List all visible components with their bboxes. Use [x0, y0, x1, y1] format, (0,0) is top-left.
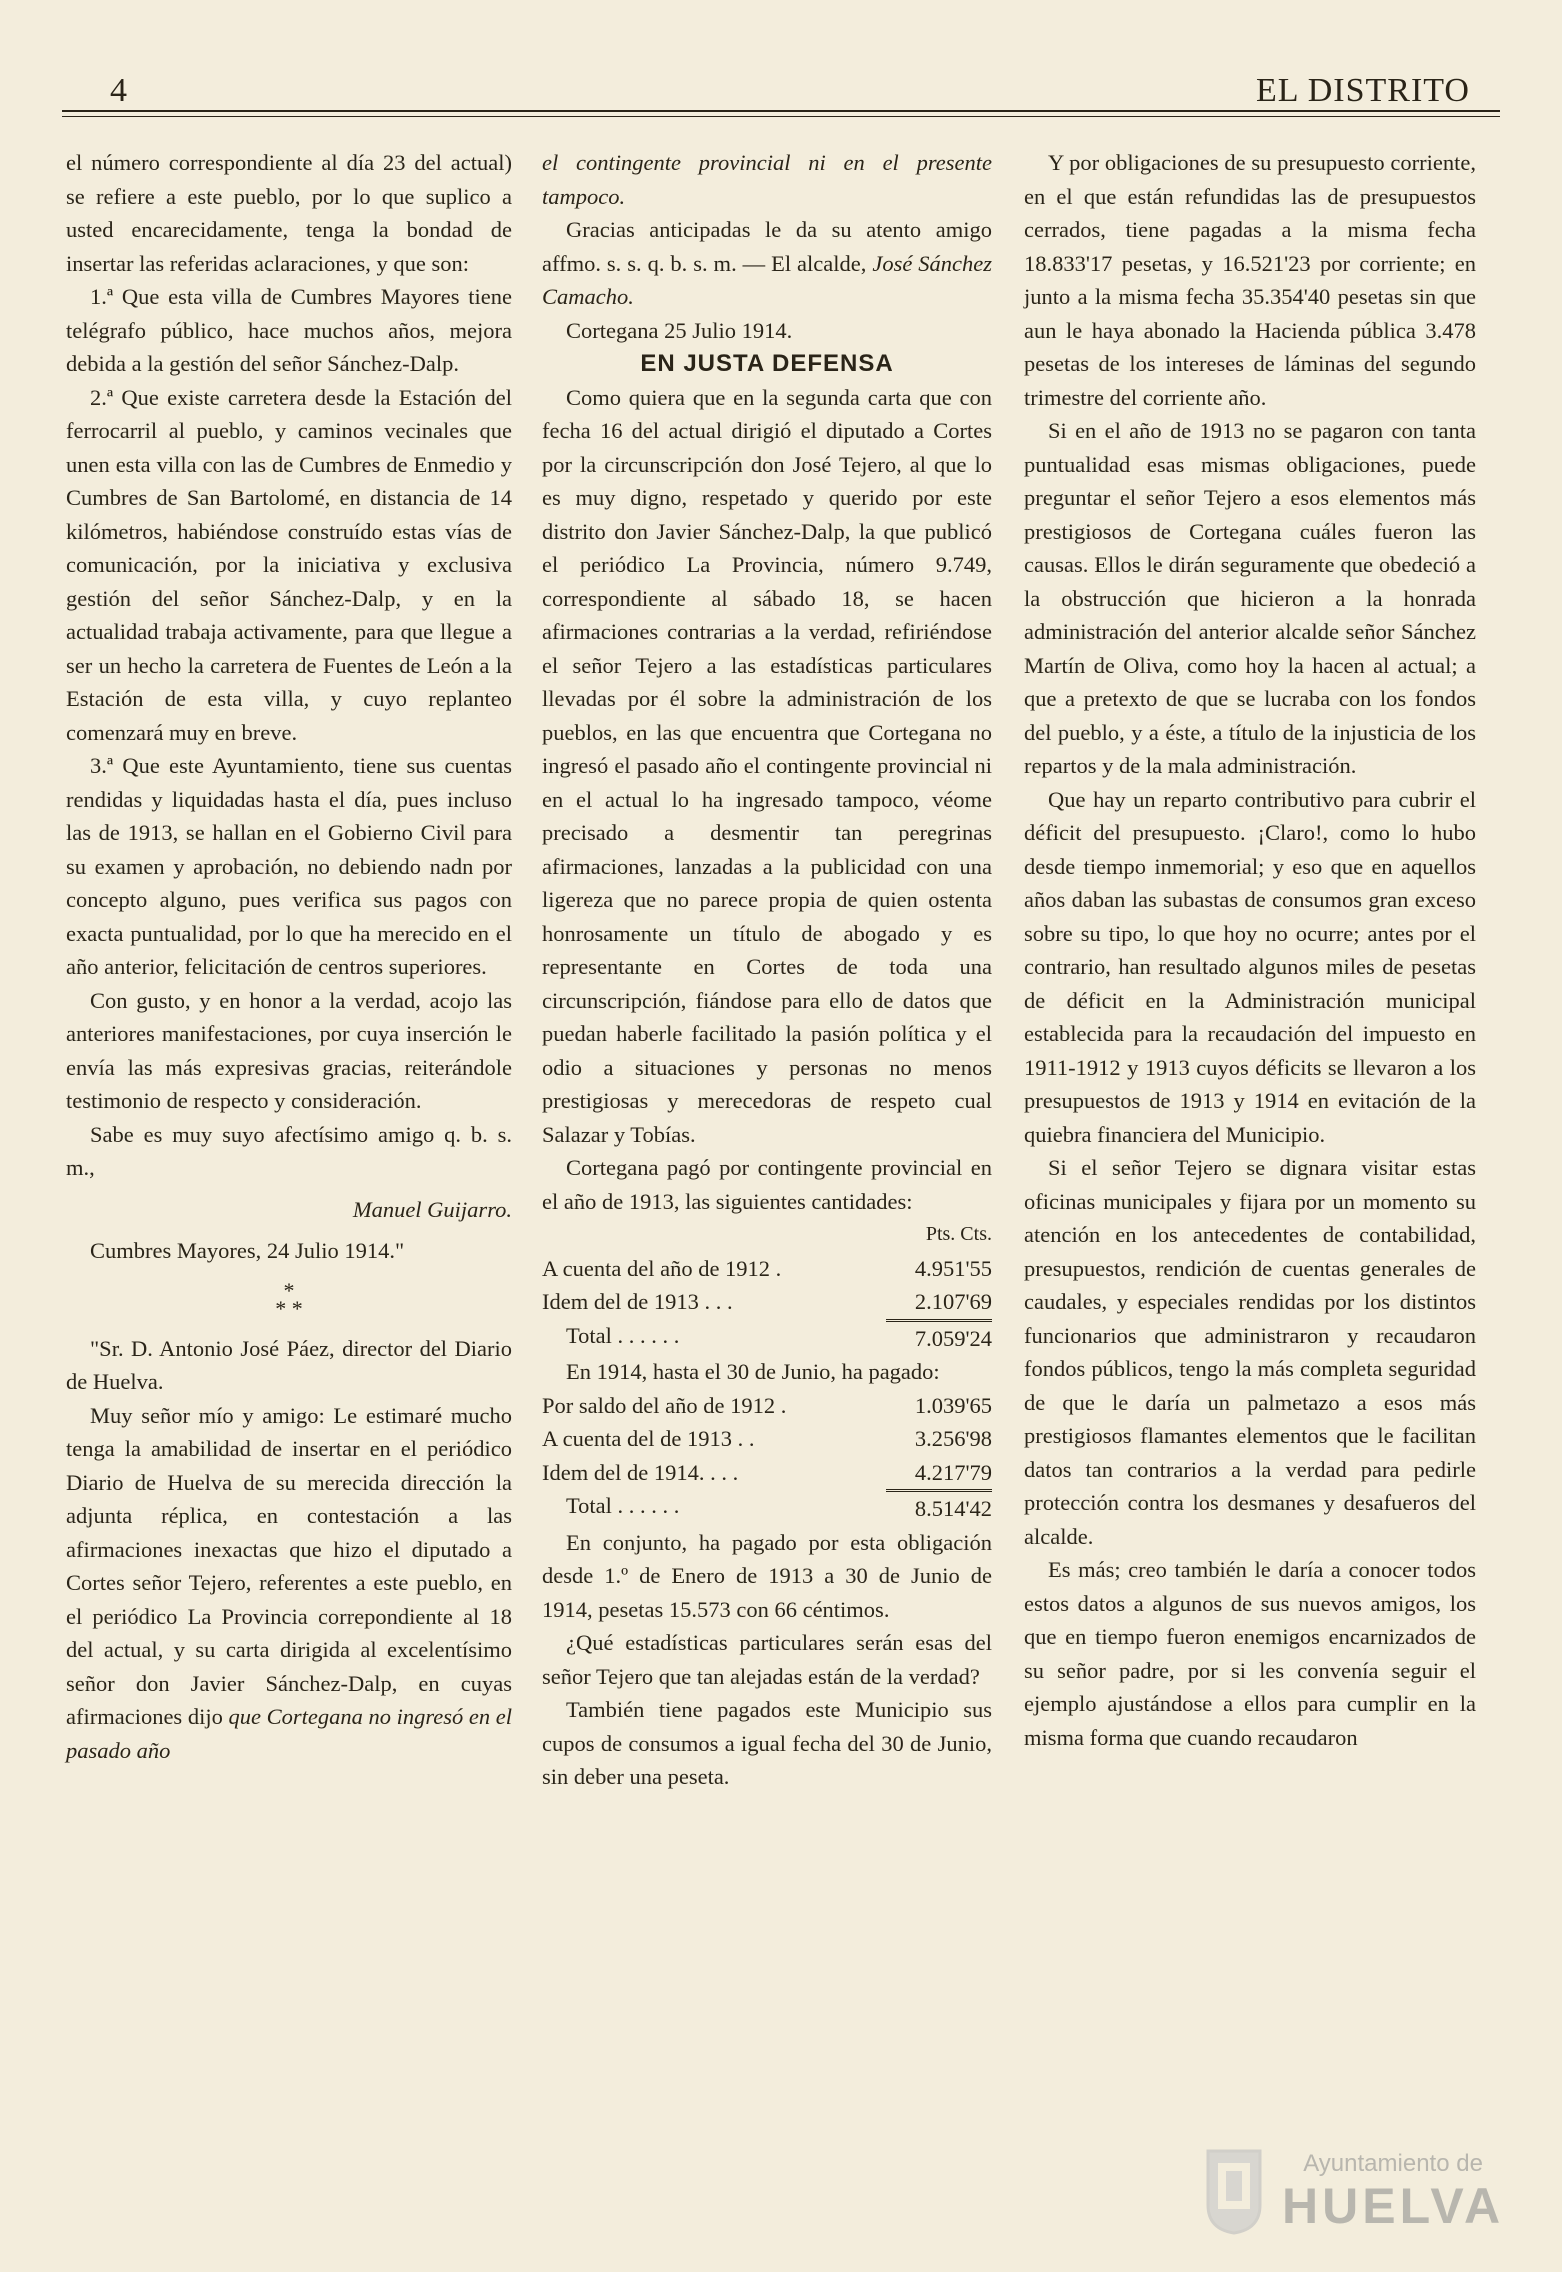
- account-row: [542, 1422, 992, 1456]
- watermark-line1: Ayuntamiento de: [1303, 2150, 1483, 2177]
- paragraph: Sabe es muy suyo afectísimo amigo q. b. s. m.,: [66, 1121, 512, 1180]
- account-label: Idem del de 1914. . . .: [542, 1459, 739, 1485]
- watermark: [1282, 2150, 1504, 2234]
- account-row: [542, 1252, 992, 1286]
- huelva-seal-icon: [1204, 2145, 1264, 2235]
- letter-salutation: "Sr. D. Antonio José Páez, director del Diario de Huelva.: [66, 1335, 512, 1394]
- paragraph: Si el señor Tejero se dignara visitar estas oficinas municipales y fijara por un momento su atención en los antecedentes de contabilidad, presupuestos, rendición de cuentas generales de caudales, y especiales rendidas por los distintos funcionarios que administraron y recaudaron fondos públicos, tengo la más completa seguridad de que le daría un palmetazo a esos más prestigiosos flamantes elementos que le facilitan datos tan contrarios a la verdad para pedirle protección contra los desmanes y desafueros del alcalde.: [1024, 1155, 1476, 1549]
- total-value: 7.059'24: [886, 1319, 992, 1356]
- column-1: [66, 146, 512, 1767]
- paragraph: Si en el año de 1913 no se pagaron con tanta puntualidad esas mismas obligaciones, puede preguntar el señor Tejero a esos elementos más prestigiosos de Cortegana cuáles fueron las causas. Ellos le dirán seguramente que obedeció a la obstrucción que hicieron a la honrada administración del anterior alcalde señor Sánchez Martín de Oliva, como hoy la hacen al actual; a que a pretexto de que se lucraba con los fondos del pueblo, y a éste, a título de la injusticia de los repartos y de la mala administración.: [1024, 418, 1476, 778]
- account-label: A cuenta del año de 1912 .: [542, 1255, 782, 1281]
- asterism-bottom: * *: [275, 1295, 303, 1321]
- article-heading: EN JUSTA DEFENSA: [640, 350, 894, 377]
- paragraph: Con gusto, y en honor a la verdad, acojo las anteriores manifestaciones, por cuya inserción le envía las más expresivas gracias, reiterándole testimonio de respecto y consideración.: [66, 987, 512, 1113]
- account-value: 2.107'69: [914, 1289, 992, 1314]
- total-label: Total . . . . . .: [566, 1322, 680, 1348]
- total-row: [542, 1489, 992, 1526]
- header-rule-thin: [62, 116, 1500, 117]
- account-value: 3.256'98: [914, 1426, 992, 1451]
- quote-continuation: el contingente provincial ni en el presente tampoco.: [542, 150, 992, 209]
- paragraph: 1.ª Que esta villa de Cumbres Mayores tiene telégrafo público, hace muchos años, mejora debida a la gestión del señor Sánchez-Dalp.: [66, 284, 512, 376]
- account-value: 4.217'79: [914, 1459, 992, 1485]
- account-row: [542, 1389, 992, 1423]
- paragraph: 3.ª Que este Ayuntamiento, tiene sus cuentas rendidas y liquidadas hasta el día, pues incluso las de 1913, se hallan en el Gobierno Civil para su examen y aprobación, no debiendo nadn por concepto alguno, pues verifica sus pagos con exacta puntualidad, por lo que ha merecido en el año anterior, felicitación de centros superiores.: [66, 753, 512, 979]
- account-value: 1.039'65: [914, 1392, 992, 1418]
- column-2: [542, 146, 992, 1794]
- publication-title: EL DISTRITO: [1255, 72, 1470, 109]
- paragraph: Y por obligaciones de su presupuesto corriente, en el que están refundidas las de presupuestos cerrados, tiene pagadas a la misma fecha 18.833'17 pesetas, y 16.521'23 por corriente; en junto a la misma fecha 35.354'40 pesetas sin que aun le haya abonado la Hacienda pública 3.478 pesetas de los intereses de láminas del segundo trimestre del corriente año.: [1024, 150, 1476, 410]
- paragraph: También tiene pagados este Municipio sus cupos de consumos a igual fecha del 30 de Junio, sin deber una peseta.: [542, 1697, 992, 1789]
- paragraph: el número correspondiente al día 23 del actual) se refiere a este pueblo, por lo que suplico a usted encarecidamente, tenga la bondad de insertar las referidas aclaraciones, y que son:: [66, 150, 512, 276]
- account-value: 4.951'55: [914, 1255, 992, 1281]
- account-row: [542, 1285, 992, 1319]
- paragraph: 2.ª Que existe carretera desde la Estación del ferrocarril al pueblo, y caminos vecinales que unen esta villa con las de Cumbres de Enmedio y Cumbres de San Bartolomé, en distancia de 14 kilómetros, habiéndose construído estas vías de comunicación, por la iniciativa y exclusiva gestión del señor Sánchez-Dalp, y en la actualidad trabaja activamente, para que llegue a ser un hecho la carretera de Fuentes de León a la Estación de esta villa, y cuyo replanteo comenzará muy en breve.: [66, 384, 512, 745]
- letter-body: Muy señor mío y amigo: Le estimaré mucho tenga la amabilidad de insertar en el periódico Diario de Huelva de su merecida dirección la adjunta réplica, en contestación a las afirmaciones inexactas que hizo el diputado a Cortes señor Tejero, referentes a este pueblo, en el periódico La Provincia correpondiente al 18 del actual, y su carta dirigida al excelentísimo señor don Javier Sánchez-Dalp, en cuyas afirmaciones dijo: [66, 1402, 512, 1729]
- account-label: A cuenta del de 1913 . .: [542, 1426, 755, 1451]
- total-label: Total . . . . . .: [566, 1493, 680, 1518]
- paragraph: [66, 1399, 512, 1768]
- total-row: [542, 1319, 992, 1356]
- paragraph: [542, 213, 992, 314]
- letter-quote: que Cortegana no ingresó en el pasado año: [66, 1704, 512, 1763]
- amount-column-header: Pts. Cts.: [925, 1223, 992, 1245]
- column-3: [1024, 146, 1476, 1754]
- dateline: Cortegana 25 Julio 1914.: [566, 317, 793, 343]
- thanks-text: Gracias anticipadas le da su atento amigo affmo. s. s. q. b. s. m. — El alcalde,: [542, 217, 992, 276]
- paragraph: Cortegana pagó por contingente provincial en el año de 1913, las siguientes cantidades:: [542, 1155, 992, 1214]
- section-separator: [66, 1277, 512, 1321]
- account-label: Por saldo del año de 1912 .: [542, 1392, 787, 1418]
- dateline: Cumbres Mayores, 24 Julio 1914.": [90, 1238, 405, 1263]
- watermark-line2: HUELVA: [1282, 2178, 1505, 2234]
- alcalde-signature: José Sánchez Camacho.: [542, 250, 993, 309]
- signature: Manuel Guijarro.: [352, 1196, 512, 1222]
- page-number: 4: [110, 72, 127, 109]
- total-value: 8.514'42: [886, 1489, 992, 1526]
- paragraph: Que hay un reparto contributivo para cubrir el déficit del presupuesto. ¡Claro!, como lo hubo desde tiempo inmemorial; y eso que en aquellos años daban las subastas de consumos gran exceso sobre su tipo, lo que hoy no ocurre; antes por el contrario, han resultado algunos miles de pesetas de déficit en la Administración municipal establecida para la recaudación del impuesto en 1911-1912 y 1913 cuyos déficits se llevaron a los presupuestos de 1913 y 1914 en evitación de la quiebra financiera del Municipio.: [1024, 786, 1476, 1147]
- page-header: [60, 72, 1502, 112]
- paragraph: Como quiera que en la segunda carta que con fecha 16 del actual dirigió el diputado a Cortes por la circunscripción don José Tejero, al que lo es muy digno, respetado y querido por este distrito don Javier Sánchez-Dalp, la que publicó el periódico La Provincia, número 9.749, correspondiente al sábado 18, se hacen afirmaciones contrarias a la verdad, refiriéndose el señor Tejero a las estadísticas particulares llevadas por él sobre la administración de los pueblos, en las que encuentra que Cortegana no ingresó el pasado año el contingente provincial ni en el actual lo ha ingresado tampoco, véome precisado a desmentir tan peregrinas afirmaciones, lanzadas a la publicidad con una ligereza que no parece propia de quien ostenta honrosamente un título de abogado y es representante en Cortes de toda una circunscripción, fiándose para ello de datos que puedan haberle facilitado la pasión política y el odio a situaciones y personas no menos prestigiosas y merecedoras de respeto cual Salazar y Tobías.: [542, 384, 992, 1147]
- asterism-top: *: [283, 1277, 295, 1303]
- paragraph: En 1914, hasta el 30 de Junio, ha pagado:: [566, 1359, 940, 1384]
- account-row: [542, 1456, 992, 1490]
- paragraph: ¿Qué estadísticas particulares serán esas del señor Tejero que tan alejadas están de la verdad?: [542, 1630, 992, 1689]
- header-rule: [62, 110, 1500, 112]
- account-label: Idem del de 1913 . . .: [542, 1289, 733, 1314]
- paragraph: Es más; creo también le daría a conocer todos estos datos a algunos de sus nuevos amigos, los que en tiempo fueron enemigos encarnizados de su señor padre, por si les convenía seguir el ejemplo ajustándose a ellos para cumplir en la misma forma que cuando recaudaron: [1024, 1557, 1476, 1750]
- paragraph: En conjunto, ha pagado por esta obligación desde 1.º de Enero de 1913 a 30 de Junio de 1914, pesetas 15.573 con 66 céntimos.: [542, 1529, 992, 1622]
